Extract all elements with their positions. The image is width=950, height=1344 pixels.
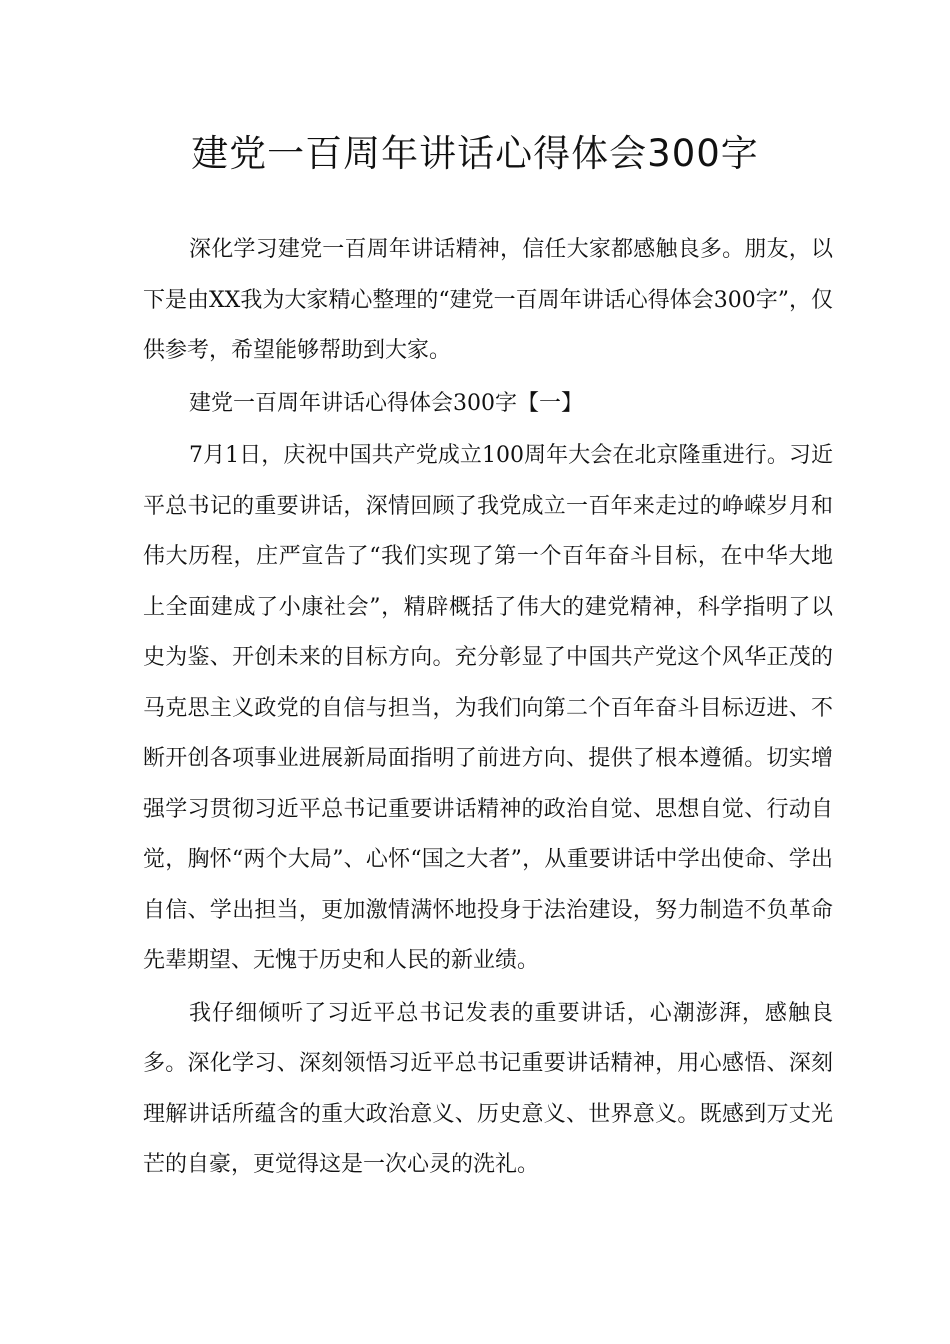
body-paragraph: 7月1日，庆祝中国共产党成立100周年大会在北京隆重进行。习近平总书记的重要讲话，深情回顾了我党成立一百年来走过的峥嵘岁月和伟大历程，庄严宣告了“我们实现了第一个百年奋斗目标，在中华大地上全面建成了小康社会”，精辟概括了伟大的建党精神，科学指明了以史为鉴、开创未来的目标方向。充分彰显了中国共产党这个风华正茂的马克思主义政党的自信与担当，为我们向第二个百年奋斗目标迈进、不断开创各项事业进展新局面指明了前进方向、提供了根本遵循。切实增强学习贯彻习近平总书记重要讲话精神的政治自觉、思想自觉、行动自觉，胸怀“两个大局”、心怀“国之大者”，从重要讲话中学出使命、学出自信、学出担当，更加激情满怀地投身于法治建设，努力制造不负革命先辈期望、无愧于历史和人民的新业绩。	[143, 443, 833, 973]
intro-paragraph: 深化学习建党一百周年讲话精神，信任大家都感触良多。朋友，以下是由XX我为大家精心整理的“建党一百周年讲话心得体会300字”，仅供参考，希望能够帮助到大家。	[143, 237, 833, 363]
document-title: 建党一百周年讲话心得体会300字	[191, 132, 759, 175]
body-paragraph: 我仔细倾听了习近平总书记发表的重要讲话，心潮澎湃，感触良多。深化学习、深刻领悟习近平总书记重要讲话精神，用心感悟、深刻理解讲话所蕴含的重大政治意义、历史意义、世界意义。既感到万丈光芒的自豪，更觉得这是一次心灵的洗礼。	[143, 1000, 833, 1177]
section-heading: 建党一百周年讲话心得体会300字【一】	[189, 390, 583, 416]
document-body	[143, 225, 833, 1191]
